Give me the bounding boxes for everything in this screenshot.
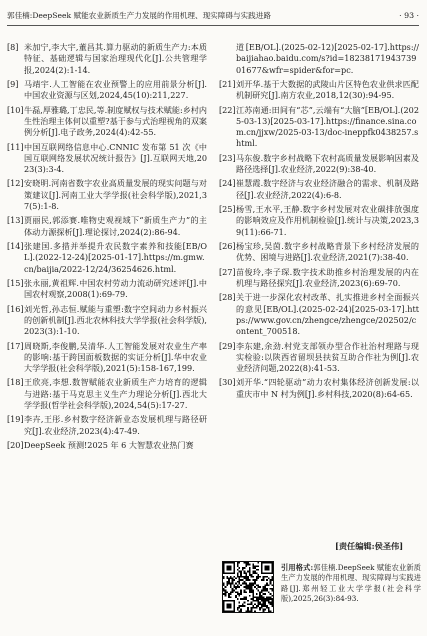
reference-text: 李东建,余劲.村党支部领办型合作社治村理路与现实检验:以陕西省留坝县扶贫互助合作社为例[J].农业经济问题,2022(8):41-53. <box>236 340 419 374</box>
reference-item <box>219 204 419 238</box>
reference-number: [22] <box>219 104 236 115</box>
responsible-editor: [责任编辑:侯圣伟] <box>335 541 404 551</box>
reference-item <box>219 241 419 264</box>
reference-text: 贾丽民,郭添赛.唯物史观视域下“新质生产力”的主体动力源探析[J].理论探讨,2024(2):86-94. <box>24 215 207 237</box>
reference-number: [13] <box>7 215 24 226</box>
reference-number: [8] <box>7 42 19 52</box>
reference-continuation: 道[EB/OL].(2025-02-12)[2025-02-17].https://baijiahao.baidu.com/s?id=1823817194373901677&wfr=spider&for=pc. <box>236 42 419 75</box>
reference-number: [19] <box>7 414 24 425</box>
reference-item <box>7 105 207 139</box>
reference-number: [10] <box>7 104 24 115</box>
reference-item <box>7 304 207 338</box>
reference-text: 马靖宇.人工智能在农业预警上的应用前景分析[J].中国农业资源与区划,2024,45(10):211,227. <box>24 78 207 101</box>
reference-item <box>7 440 207 451</box>
reference-text: 杨宝珍,吴茵.数字乡村战略背景下乡村经济发展的优势、困境与进路[J].农业经济,2021(7):38-40. <box>236 241 419 263</box>
reference-text: 杨雪,王水平,王静.数字乡村发展对农业碳排放强度的影响效应及作用机制检验[J].统计与决策,2023,39(11):66-71. <box>236 204 419 237</box>
reference-text: 苗俊玲,李子琛.数字技术助推乡村治理发展的内在机理与路径探究[J].农业经济,2023(6):69-70. <box>236 266 419 288</box>
reference-text: 崔慧霞.数字经济与农业经济融合的需求、机制及路径[J].农业经济,2022(4):6-8. <box>236 178 419 200</box>
reference-text: 马东俊.数字乡村战略下农村高质量发展影响因素及路径选择[J].农业经济,2022(9):38-40. <box>236 152 419 175</box>
reference-number: [16] <box>7 303 24 314</box>
reference-item <box>219 341 419 375</box>
reference-item <box>219 153 419 176</box>
reference-number: [27] <box>219 266 236 277</box>
header-title: 郭佳楠:DeepSeek 赋能农业新质生产力发展的作用机理、现实障碍与实践进路 <box>7 11 271 20</box>
reference-item <box>219 377 419 400</box>
reference-number: [14] <box>7 241 24 252</box>
reference-text: 李卉,王彤.乡村数字经济新业态发展机理与路径研究[J].农业经济,2023(4):47-49. <box>24 414 207 436</box>
reference-number: [11] <box>7 141 24 152</box>
reference-item <box>7 241 207 275</box>
reference-text: 刘开华.基于大数据的武陵山片区特色农业供求匹配机制研究[J].南方农业,2018,12(30):94-95. <box>236 78 419 101</box>
reference-text: DeepSeek 预测!2025 年 6 大智慧农业热门赛 <box>24 440 194 451</box>
reference-number: [24] <box>219 178 236 189</box>
reference-text: 张建国.多措并举提升农民数字素养和技能[EB/OL].(2022-12-24)[2025-01-17].https://m.gmw.cn/baijia/2022-12/24/36254626.html. <box>24 241 207 274</box>
reference-text: 刘开华.“四轮驱动”动力农村集体经济创新发展:以重庆市中 N 村为例[J].乡村科技,2020(8):64-65. <box>236 377 419 399</box>
right-reference-list <box>219 79 419 400</box>
reference-number: [30] <box>219 377 236 388</box>
reference-item <box>219 267 419 290</box>
reference-item <box>7 42 207 76</box>
citation-format <box>281 563 421 605</box>
reference-number: [18] <box>7 377 24 388</box>
qr-code-icon[interactable] <box>222 561 274 613</box>
reference-number: [28] <box>219 292 236 303</box>
reference-text: 牛磊,厚雅璐,丁忠民,等.制度赋权与技术赋能:乡村内生性治理主体何以重塑?基于参与式治理视角的双案例分析[J].电子政务,2024(4):42-55. <box>24 104 207 138</box>
reference-text: 中国互联网络信息中心.CNNIC 发布第 51 次《中国互联网络发展状况统计报告》[J].互联网天地,2023(3):3-4. <box>24 141 207 175</box>
reference-item <box>7 278 207 301</box>
reference-number: [21] <box>219 78 236 89</box>
right-reference-column <box>219 42 419 403</box>
citation-lead: 引用格式: <box>281 563 314 572</box>
citation-text: 郭佳楠.DeepSeek 赋能农业新质生产力发展的作用机理、现实障碍与实践进路[J].郑州轻工业大学学报(社会科学版),2025,26(3):84-93. <box>281 563 421 604</box>
reference-text: 刘光哲,孙志恒.赋能与重塑:数字空间动力乡村振兴的创新机制[J].西北农林科技大学学报(社会科学版),2023(3):1-10. <box>24 303 207 337</box>
reference-text: 周晓斯,李俊鹏,吴清华.人工智能发展对农业生产率的影响:基于跨国面板数据的实证分析[J].华中农业大学学报(社会科学版),2021(5):158-167,199. <box>24 340 207 374</box>
reference-item <box>7 79 207 102</box>
reference-number: [25] <box>219 204 236 215</box>
reference-item <box>7 377 207 411</box>
reference-item <box>7 341 207 375</box>
reference-item <box>7 414 207 437</box>
reference-number: [12] <box>7 178 24 189</box>
reference-text: 张永丽,黄祖辉.中国农村劳动力流动研究述评[J].中国农村观察,2008(1):69-79. <box>24 277 207 300</box>
reference-text: 王欣亮,李想.数智赋能农业新质生产力培育的逻辑与进路:基于马克思主义生产力理论分析[J].西北大学学报(哲学社会科学版),2024,54(5):17-27. <box>24 377 207 411</box>
reference-number: [9] <box>7 78 19 89</box>
page-number: · 93 · <box>399 11 419 20</box>
reference-item <box>7 142 207 176</box>
reference-number: [26] <box>219 241 236 252</box>
reference-item <box>219 178 419 201</box>
reference-item <box>219 105 419 150</box>
reference-number: [20] <box>7 440 24 451</box>
reference-item <box>7 215 207 238</box>
reference-text: 江苏南通:田间有“芯”,云端有“大脑”[EB/OL].(2025-03-13)[2025-03-17].https://finance.sina.com.cn/jjxw/2025-03-13/doc-ineppfk0438257.shtml. <box>236 104 419 149</box>
reference-number: [23] <box>219 152 236 163</box>
reference-text: 米加宁,李大宇,董昌其.算力驱动的新质生产力:本质特征、基础逻辑与国家治理现代化[J].公共管理学报,2024(2):1-14. <box>24 42 207 75</box>
reference-number: [15] <box>7 277 24 288</box>
reference-text: 关于进一步深化农村改革、扎实推进乡村全面振兴的意见[EB/OL].(2025-02-24)[2025-03-17].https://www.gov.cn/zhengce/zhengce/202502/content_700518. <box>236 292 419 337</box>
running-header <box>7 6 419 26</box>
reference-item <box>219 292 419 337</box>
reference-item <box>7 178 207 212</box>
reference-number: [17] <box>7 340 24 351</box>
reference-text: 安晓明.河南省数字农业高质量发展的现实问题与对策建议[J].河南工业大学学报(社会科学版),2021,37(5):1-8. <box>24 178 207 212</box>
reference-number: [29] <box>219 340 236 351</box>
left-reference-column <box>7 42 207 454</box>
reference-item <box>219 79 419 102</box>
